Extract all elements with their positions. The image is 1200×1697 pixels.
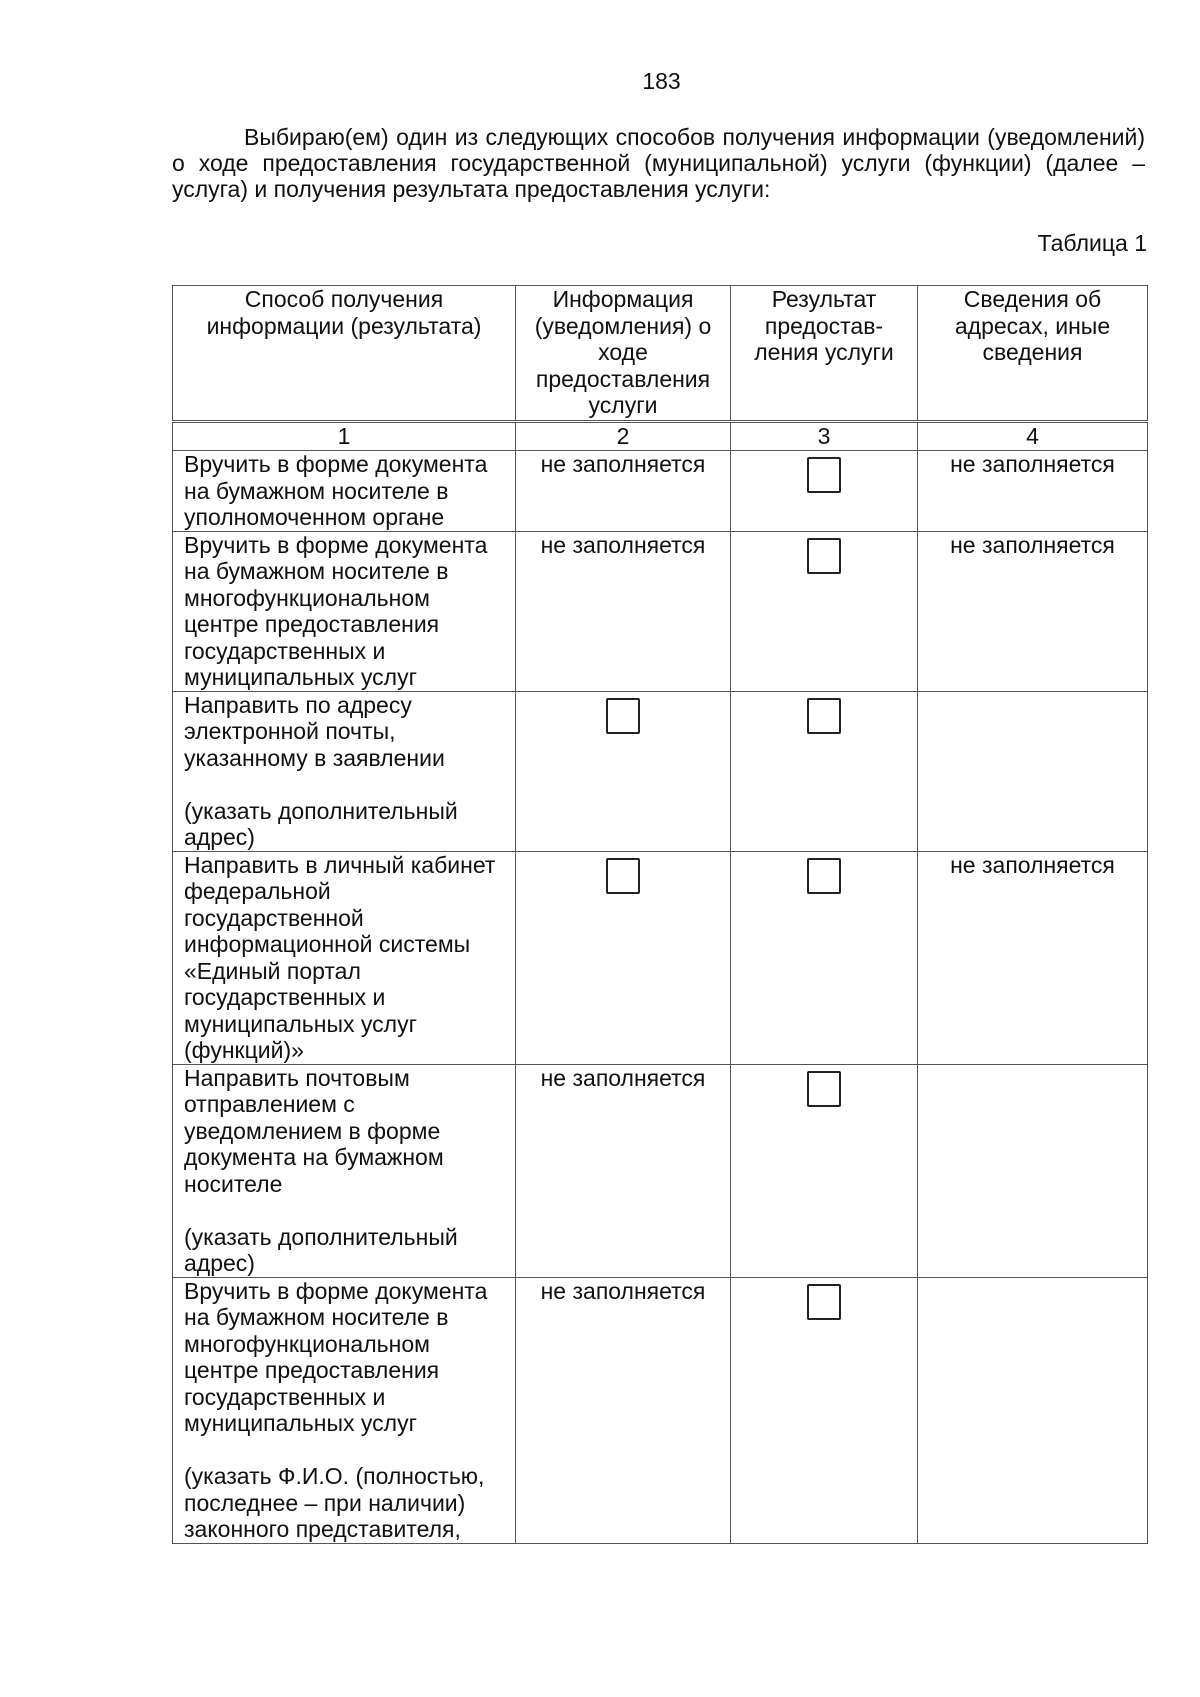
table-row — [173, 451, 1148, 532]
method-note: (указать дополнительный адрес) — [184, 1223, 458, 1276]
method-cell — [173, 531, 516, 691]
result-checkbox[interactable] — [807, 1284, 841, 1320]
information-checkbox[interactable] — [606, 858, 640, 894]
table-caption: Таблица 1 — [1037, 230, 1147, 256]
result-cell — [731, 1064, 918, 1277]
method-cell — [173, 1277, 516, 1543]
method-spacer — [184, 771, 509, 798]
header-result: Результат предостав-ления услуги — [731, 286, 918, 422]
method-cell — [173, 1064, 516, 1277]
method-cell — [173, 691, 516, 851]
method-note: (указать дополнительный адрес) — [184, 797, 458, 850]
header-address-info: Сведения об адресах, иные сведения — [918, 286, 1148, 422]
method-note: (указать Ф.И.О. (полностью, последнее – при наличии) законного представителя, — [184, 1463, 485, 1542]
table-header-row — [173, 286, 1148, 422]
column-number: 1 — [173, 422, 516, 451]
address-info-cell[interactable] — [918, 691, 1148, 851]
page-number: 183 — [642, 68, 681, 94]
not-filled-cell: не заполняется — [516, 1064, 731, 1277]
result-cell — [731, 531, 918, 691]
not-filled-cell: не заполняется — [918, 531, 1148, 691]
method-text: Вручить в форме документа на бумажном носителе в многофункциональном центре предоставления государственных и муниципальных услуг — [184, 1277, 488, 1436]
not-filled-cell: не заполняется — [516, 1277, 731, 1543]
method-text: Вручить в форме документа на бумажном носителе в многофункциональном центре предоставления государственных и муниципальных услуг — [184, 531, 488, 690]
result-cell — [731, 851, 918, 1064]
method-cell — [173, 451, 516, 532]
method-text: Направить почтовым отправлением с уведомлением в форме документа на бумажном носителе — [184, 1064, 444, 1197]
result-cell — [731, 451, 918, 532]
table-row — [173, 851, 1148, 1064]
column-number: 3 — [731, 422, 918, 451]
table-row — [173, 531, 1148, 691]
method-spacer — [184, 1437, 509, 1464]
not-filled-cell: не заполняется — [516, 451, 731, 532]
header-method: Способ получения информации (результата) — [173, 286, 516, 422]
result-checkbox[interactable] — [807, 538, 841, 574]
column-number: 2 — [516, 422, 731, 451]
column-number: 4 — [918, 422, 1148, 451]
result-checkbox[interactable] — [807, 457, 841, 493]
delivery-method-table — [172, 285, 1148, 1544]
result-cell — [731, 1277, 918, 1543]
address-info-cell[interactable] — [918, 1064, 1148, 1277]
information-cell — [516, 691, 731, 851]
table-row — [173, 1064, 1148, 1277]
method-text: Направить по адресу электронной почты, указанному в заявлении — [184, 691, 445, 771]
method-spacer — [184, 1197, 509, 1224]
not-filled-cell: не заполняется — [918, 851, 1148, 1064]
result-checkbox[interactable] — [807, 698, 841, 734]
address-info-cell[interactable] — [918, 1277, 1148, 1543]
result-cell — [731, 691, 918, 851]
column-number-row — [173, 422, 1148, 451]
result-checkbox[interactable] — [807, 1071, 841, 1107]
method-text: Направить в личный кабинет федеральной государственной информационной системы «Единый портал государственных и муниципальных услуг (функций)» — [184, 851, 496, 1063]
information-cell — [516, 851, 731, 1064]
result-checkbox[interactable] — [807, 858, 841, 894]
table-row — [173, 1277, 1148, 1543]
intro-paragraph: Выбираю(ем) один из следующих способов получения информации (уведомлений) о ходе предоставления государственной (муниципальной) услуги (функции) (далее – услуга) и получения результата предоставления услуги: — [172, 124, 1145, 202]
not-filled-cell: не заполняется — [516, 531, 731, 691]
not-filled-cell: не заполняется — [918, 451, 1148, 532]
table-row — [173, 691, 1148, 851]
header-information: Информация (уведомления) о ходе предоставления услуги — [516, 286, 731, 422]
method-cell — [173, 851, 516, 1064]
method-text: Вручить в форме документа на бумажном носителе в уполномоченном органе — [184, 451, 488, 530]
information-checkbox[interactable] — [606, 698, 640, 734]
